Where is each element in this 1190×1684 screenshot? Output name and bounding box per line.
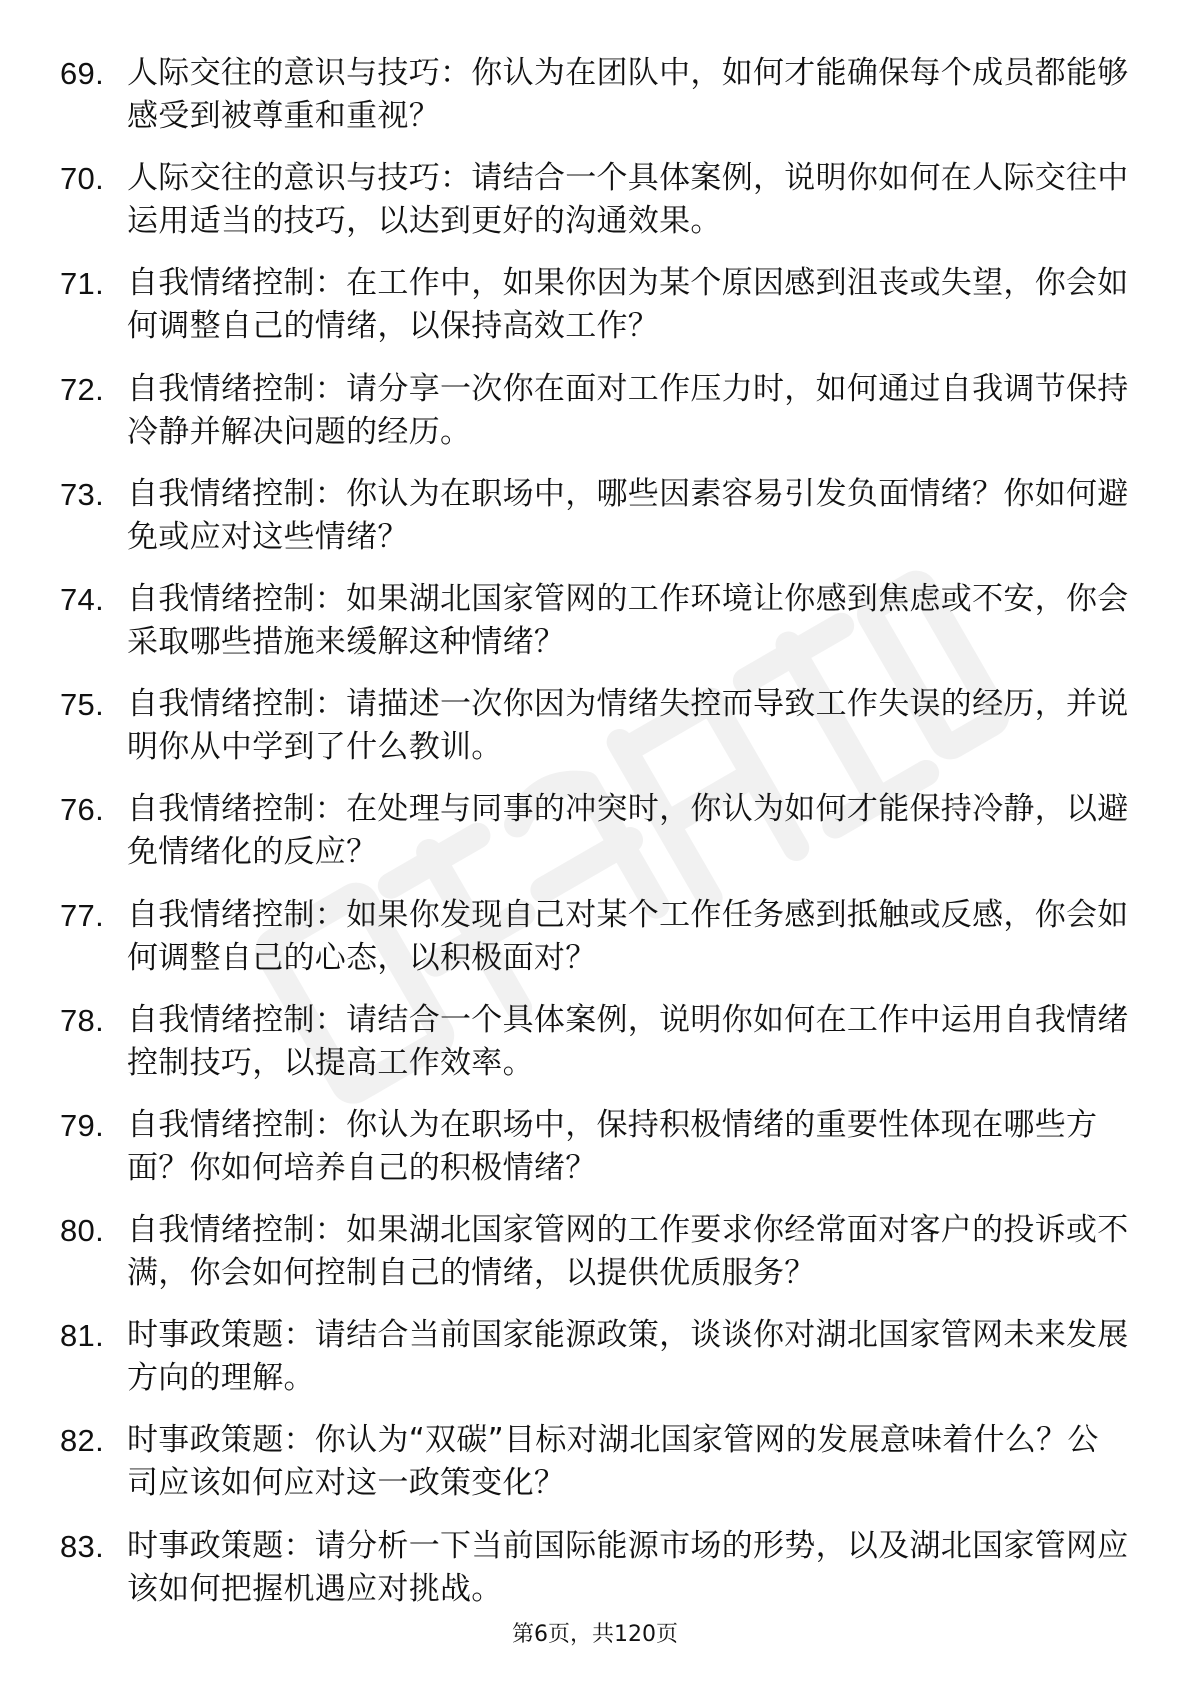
question-text: 人际交往的意识与技巧：请结合一个具体案例，说明你如何在人际交往中运用适当的技巧，以达到更好的沟通效果。 xyxy=(127,160,1129,240)
question-number: 80. xyxy=(60,1213,104,1249)
question-number: 72. xyxy=(60,371,104,407)
list-item xyxy=(60,683,1130,769)
list-item xyxy=(60,1209,1130,1295)
list-item xyxy=(60,1104,1130,1190)
list-item xyxy=(60,368,1130,454)
question-number: 75. xyxy=(60,687,104,723)
question-text: 时事政策题：请结合当前国家能源政策，谈谈你对湖北国家管网未来发展方向的理解。 xyxy=(127,1317,1129,1397)
question-text: 自我情绪控制：请描述一次你因为情绪失控而导致工作失误的经历，并说明你从中学到了什么教训。 xyxy=(127,686,1129,766)
question-text: 时事政策题：请分析一下当前国际能源市场的形势，以及湖北国家管网应该如何把握机遇应对挑战。 xyxy=(127,1527,1129,1607)
question-number: 73. xyxy=(60,476,104,512)
question-text: 自我情绪控制：如果湖北国家管网的工作要求你经常面对客户的投诉或不满，你会如何控制自己的情绪，以提供优质服务？ xyxy=(127,1212,1129,1292)
question-number: 82. xyxy=(60,1423,104,1459)
list-item xyxy=(60,1314,1130,1400)
list-item xyxy=(60,157,1130,243)
list-item xyxy=(60,473,1130,559)
list-item xyxy=(60,788,1130,874)
question-number: 70. xyxy=(60,161,104,197)
question-number: 78. xyxy=(60,1002,104,1038)
question-text: 人际交往的意识与技巧：你认为在团队中，如何才能确保每个成员都能够感受到被尊重和重视？ xyxy=(127,55,1129,134)
question-list xyxy=(60,52,1130,1630)
list-item xyxy=(60,1525,1130,1611)
list-item xyxy=(60,999,1130,1085)
question-text: 自我情绪控制：如果湖北国家管网的工作环境让你感到焦虑或不安，你会采取哪些措施来缓解这种情绪？ xyxy=(127,580,1129,660)
question-text: 自我情绪控制：请分享一次你在面对工作压力时，如何通过自我调节保持冷静并解决问题的经历。 xyxy=(127,370,1129,450)
question-text: 自我情绪控制：如果你发现自己对某个工作任务感到抵触或反感，你会如何调整自己的心态，以积极面对？ xyxy=(127,896,1129,976)
question-number: 71. xyxy=(60,266,104,302)
list-item xyxy=(60,894,1130,980)
list-item xyxy=(60,578,1130,664)
question-text: 自我情绪控制：在处理与同事的冲突时，你认为如何才能保持冷静，以避免情绪化的反应？ xyxy=(127,791,1129,871)
question-text: 自我情绪控制：在工作中，如果你因为某个原因感到沮丧或失望，你会如何调整自己的情绪，以保持高效工作？ xyxy=(127,265,1129,345)
question-text: 时事政策题：你认为“双碳”目标对湖北国家管网的发展意味着什么？公司应该如何应对这一政策变化？ xyxy=(127,1422,1099,1502)
list-item xyxy=(60,52,1130,138)
question-text: 自我情绪控制：请结合一个具体案例，说明你如何在工作中运用自我情绪控制技巧，以提高工作效率。 xyxy=(127,1001,1129,1081)
list-item xyxy=(60,1419,1130,1505)
question-text: 自我情绪控制：你认为在职场中，哪些因素容易引发负面情绪？你如何避免或应对这些情绪？ xyxy=(127,475,1129,555)
question-number: 74. xyxy=(60,581,104,617)
question-number: 79. xyxy=(60,1107,104,1143)
list-item xyxy=(60,262,1130,348)
question-number: 83. xyxy=(60,1528,104,1564)
page-footer: 第6页，共120页 xyxy=(512,1622,678,1647)
question-text: 自我情绪控制：你认为在职场中，保持积极情绪的重要性体现在哪些方面？你如何培养自己的积极情绪？ xyxy=(127,1106,1098,1186)
question-number: 76. xyxy=(60,792,104,828)
question-number: 81. xyxy=(60,1318,104,1354)
question-number: 77. xyxy=(60,897,104,933)
question-number: 69. xyxy=(60,56,104,91)
